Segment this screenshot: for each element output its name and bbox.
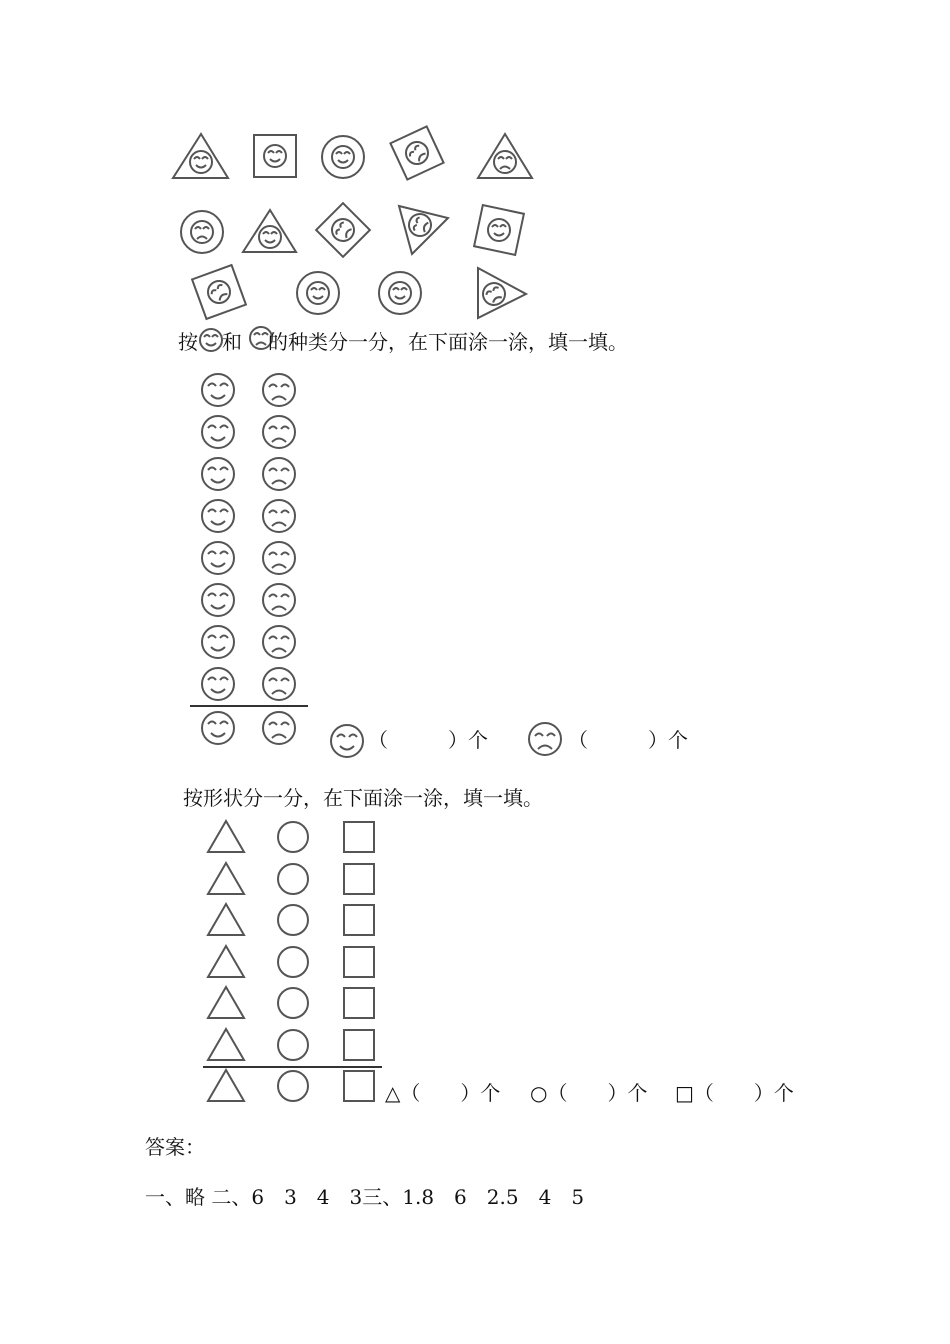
triangle-face-icon — [243, 210, 296, 252]
square-face-icon — [192, 265, 246, 319]
triangle-face-icon — [478, 268, 526, 318]
sad-face-icon — [529, 723, 561, 755]
circle-count-blank: ○（ ）个 — [530, 1081, 648, 1105]
square-face-icon — [254, 135, 296, 177]
happy-face-column — [202, 374, 234, 744]
shape-instruction: 按形状分一分，在下面涂一涂，填一填。 — [183, 786, 543, 810]
triangle-face-icon — [478, 134, 532, 178]
triangle-face-icon — [173, 134, 228, 178]
happy-face-icon — [331, 725, 363, 757]
square-face-icon — [474, 205, 524, 255]
face-instruction — [178, 330, 628, 354]
sad-face-column — [263, 374, 295, 744]
circle-face-icon — [379, 272, 421, 314]
circle-column — [278, 822, 308, 1101]
circle-face-icon — [297, 272, 339, 314]
circle-face-icon — [181, 211, 223, 253]
diamond-face-icon — [316, 203, 370, 257]
face-instruction-and: 和 — [222, 330, 242, 354]
diamond-face-icon — [390, 126, 443, 179]
triangle-column — [208, 821, 244, 1101]
square-count-blank: □（ ）个 — [675, 1081, 794, 1105]
answers-line: 一、略 二、6 3 4 3三、1.8 6 2.5 4 5 — [145, 1185, 585, 1209]
circle-face-icon — [322, 136, 364, 178]
square-column — [344, 822, 374, 1101]
triangle-count-blank: △（ ）个 — [385, 1081, 501, 1105]
answers-heading: 答案： — [145, 1135, 205, 1159]
sad-count-blank: （ ）个 — [568, 728, 688, 752]
happy-count-blank: （ ）个 — [368, 728, 488, 752]
face-instruction-prefix: 按 — [178, 330, 198, 354]
triangle-face-icon — [399, 206, 448, 254]
face-instruction-suffix: 的种类分一分，在下面涂一涂，填一填。 — [268, 330, 628, 354]
